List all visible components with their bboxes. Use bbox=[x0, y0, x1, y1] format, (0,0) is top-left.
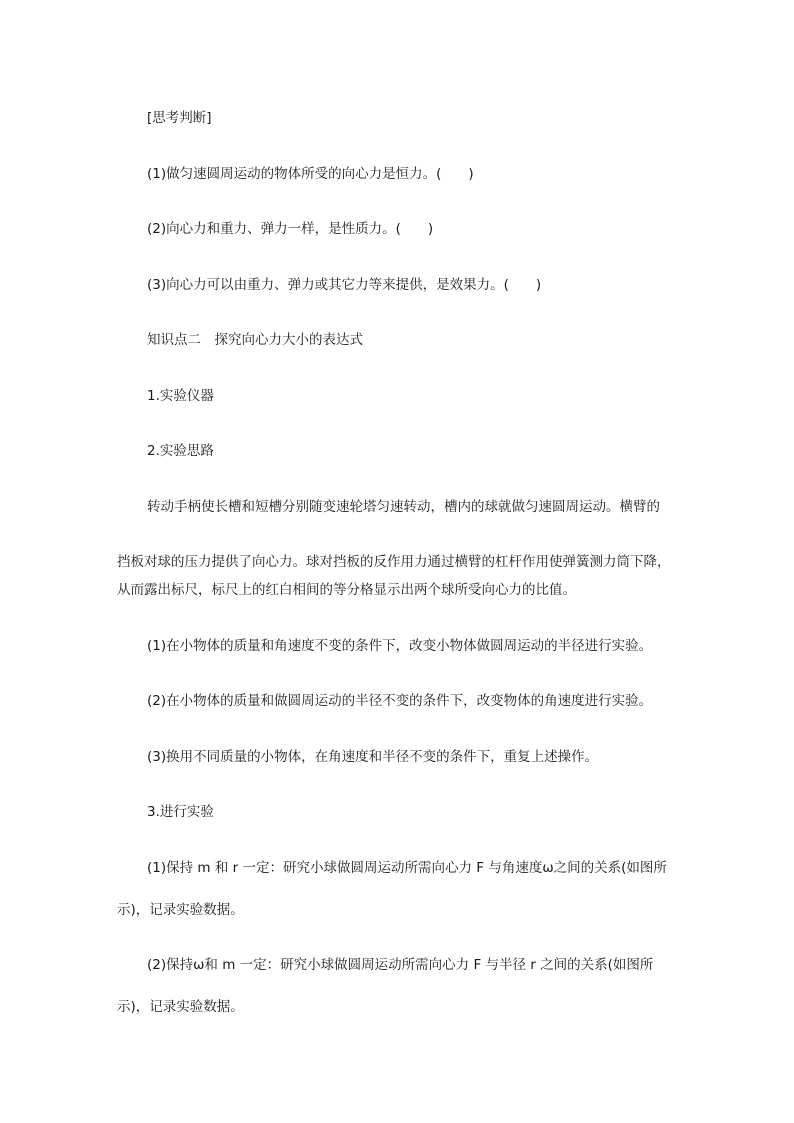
experiment-2-line-2: 示)，记录实验数据。 bbox=[117, 999, 244, 1015]
item-2-heading: 2.实验思路 bbox=[147, 443, 214, 459]
step-3: (3)换用不同质量的小物体，在角速度和半径不变的条件下，重复上述操作。 bbox=[147, 749, 599, 765]
knowledge-point-title: 知识点二 探究向心力大小的表达式 bbox=[147, 332, 363, 348]
paragraph-line-2: 挡板对球的压力提供了向心力。球对挡板的反作用力通过横臂的杠杆作用使弹簧测力筒下降， bbox=[117, 554, 671, 570]
section-header: [思考判断] bbox=[147, 110, 212, 126]
paragraph-line-3: 从而露出标尺，标尺上的红白相间的等分格显示出两个球所受向心力的比值。 bbox=[117, 582, 576, 598]
judgment-2: (2)向心力和重力、弹力一样，是性质力。( ) bbox=[147, 221, 434, 237]
judgment-1: (1)做匀速圆周运动的物体所受的向心力是恒力。( ) bbox=[147, 166, 474, 182]
item-3-heading: 3.进行实验 bbox=[147, 804, 214, 820]
paragraph-line-1: 转动手柄使长槽和短槽分别随变速轮塔匀速转动，槽内的球就做匀速圆周运动。横臂的 bbox=[147, 499, 660, 515]
judgment-3: (3)向心力可以由重力、弹力或其它力等来提供，是效果力。( ) bbox=[147, 277, 542, 293]
experiment-1-line-2: 示)，记录实验数据。 bbox=[117, 902, 244, 918]
item-1-heading: 1.实验仪器 bbox=[147, 388, 214, 404]
experiment-1-line-1: (1)保持 m 和 r 一定：研究小球做圆周运动所需向心力 F 与角速度ω之间的关系(如图所 bbox=[147, 860, 667, 876]
step-2: (2)在小物体的质量和做圆周运动的半径不变的条件下，改变物体的角速度进行实验。 bbox=[147, 693, 653, 709]
step-1: (1)在小物体的质量和角速度不变的条件下，改变小物体做圆周运动的半径进行实验。 bbox=[147, 638, 653, 654]
experiment-2-line-1: (2)保持ω和 m 一定：研究小球做圆周运动所需向心力 F 与半径 r 之间的关系(如图所 bbox=[147, 957, 654, 973]
